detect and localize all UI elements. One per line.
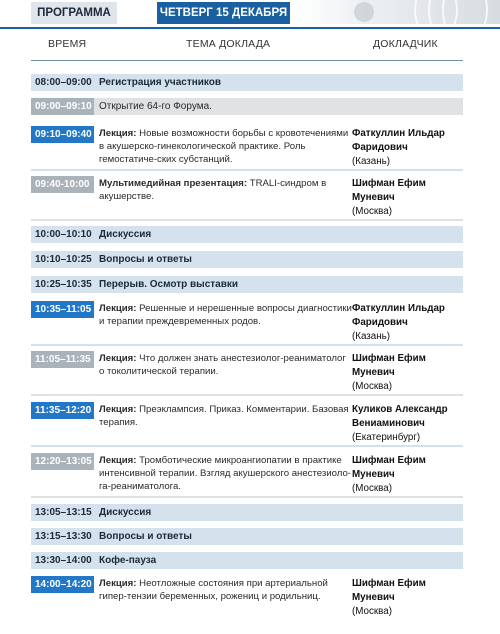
row-title: Дискуссия (99, 229, 152, 240)
row-type: Мультимедийная презентация: (99, 178, 248, 189)
row-type: Лекция: (99, 578, 137, 589)
schedule-row (31, 176, 463, 220)
row-topic (99, 177, 352, 203)
row-type: Лекция: (99, 128, 137, 139)
speaker-name: Куликов Александр Вениаминович (352, 404, 448, 429)
row-topic (99, 127, 352, 166)
row-time: 11:05–11:35 (31, 351, 94, 368)
schedule-row (31, 504, 463, 521)
row-topic-text: TRALI-синдром в акушерстве. (99, 178, 327, 202)
schedule-row (31, 576, 463, 620)
speaker-name: Шифман Ефим Муневич (352, 455, 426, 480)
speaker-city: (Казань) (352, 331, 391, 342)
row-speaker (352, 177, 463, 219)
row-background (31, 74, 463, 91)
row-title: Регистрация участников (99, 77, 222, 88)
header-divider (0, 27, 500, 29)
row-background (31, 251, 463, 268)
row-time: 14:00–14:20 (31, 576, 94, 593)
row-background (31, 528, 463, 545)
row-time: 09:00–09:10 (31, 98, 94, 115)
schedule-row (31, 251, 463, 268)
schedule-row (31, 351, 463, 395)
row-time: 08:00–09:00 (35, 77, 92, 88)
row-underline (31, 445, 463, 447)
speaker-city: (Москва) (352, 206, 392, 217)
row-time: 13:30–14:00 (35, 555, 92, 566)
row-topic-text: Что должен знать анестезиолог-реаниматолог о токолитической терапии. (99, 353, 346, 377)
row-topic-text: Преэклампсия. Приказ. Комментарии. Базовая терапия. (99, 404, 349, 428)
tab-date[interactable]: ЧЕТВЕРГ 15 ДЕКАБРЯ (157, 2, 290, 24)
schedule-row (31, 453, 463, 497)
row-title: Дискуссия (99, 507, 152, 518)
speaker-name: Фаткуллин Ильдар Фаридович (352, 128, 445, 153)
row-speaker (352, 403, 463, 445)
row-title: Вопросы и ответы (99, 531, 192, 542)
schedule-row (31, 126, 463, 170)
row-topic (99, 352, 352, 378)
row-topic-text: Тромботические микроангиопатии в практике интенсивной терапии. Взгляд акушерского анестезиоло-га-реаниматолога. (99, 455, 351, 492)
row-underline (31, 344, 463, 346)
row-topic (99, 577, 352, 603)
row-background (31, 504, 463, 521)
row-type: Лекция: (99, 455, 137, 466)
column-header-speaker: ДОКЛАДЧИК (373, 38, 438, 50)
row-title: Кофе-пауза (99, 555, 157, 566)
tab-program[interactable]: ПРОГРАММА (31, 2, 117, 24)
schedule-row (31, 226, 463, 243)
speaker-city: (Екатеринбург) (352, 432, 421, 443)
column-header-topic: ТЕМА ДОКЛАДА (186, 38, 271, 50)
row-time: 10:00–10:10 (35, 229, 92, 240)
schedule-row (31, 402, 463, 446)
row-title: Открытие 64-го Форума. (99, 101, 212, 112)
column-header-rule (31, 60, 463, 61)
schedule-row (31, 552, 463, 569)
row-underline (31, 394, 463, 396)
speaker-name: Шифман Ефим Муневич (352, 578, 426, 603)
speaker-city: (Москва) (352, 606, 392, 617)
speaker-name: Шифман Ефим Муневич (352, 178, 426, 203)
header-decoration (296, 0, 500, 24)
row-underline (31, 219, 463, 221)
row-title: Перерыв. Осмотр выставки (99, 279, 239, 290)
row-topic (99, 454, 352, 493)
row-time: 10:35–11:05 (31, 301, 94, 318)
schedule-row (31, 74, 463, 91)
row-time: 13:15–13:30 (35, 531, 92, 542)
row-time: 09:10–09:40 (31, 126, 94, 143)
row-topic (99, 403, 352, 429)
column-header-time: ВРЕМЯ (48, 38, 87, 50)
row-background (31, 98, 463, 115)
row-speaker (352, 577, 463, 619)
row-topic-text: Решенные и нерешенные вопросы диагностики и терапии преждевременных родов. (99, 303, 352, 327)
row-underline (31, 496, 463, 498)
emblem-icon (354, 2, 374, 22)
row-time: 09:40-10:00 (31, 176, 94, 193)
row-type: Лекция: (99, 303, 137, 314)
schedule-row (31, 528, 463, 545)
row-time: 12:20–13:05 (31, 453, 94, 470)
row-background (31, 276, 463, 293)
schedule-row (31, 276, 463, 293)
row-topic-text: Неотложные состояния при артериальной гипер-тензии беременных, рожениц и родильниц. (99, 578, 328, 602)
row-background (31, 552, 463, 569)
row-speaker (352, 352, 463, 394)
row-title: Вопросы и ответы (99, 254, 192, 265)
row-speaker (352, 302, 463, 344)
column-headers (0, 38, 500, 60)
row-underline (31, 169, 463, 171)
row-topic-text: Новые возможности борьбы с кровотечениями в акушерско-гинекологической практике. Роль гемостатиче-ских субстанций. (99, 128, 349, 165)
top-bar (0, 0, 500, 27)
row-background (31, 226, 463, 243)
row-speaker (352, 127, 463, 169)
speaker-name: Фаткуллин Ильдар Фаридович (352, 303, 445, 328)
speaker-city: (Москва) (352, 381, 392, 392)
row-topic (99, 302, 352, 328)
row-time: 11:35–12:20 (31, 402, 94, 419)
row-type: Лекция: (99, 353, 137, 364)
row-speaker (352, 454, 463, 496)
schedule-row (31, 98, 463, 115)
row-type: Лекция: (99, 404, 137, 415)
speaker-city: (Москва) (352, 483, 392, 494)
speaker-name: Шифман Ефим Муневич (352, 353, 426, 378)
row-time: 13:05–13:15 (35, 507, 92, 518)
schedule-row (31, 301, 463, 345)
row-time: 10:25–10:35 (35, 279, 92, 290)
speaker-city: (Казань) (352, 156, 391, 167)
row-time: 10:10–10:25 (35, 254, 92, 265)
